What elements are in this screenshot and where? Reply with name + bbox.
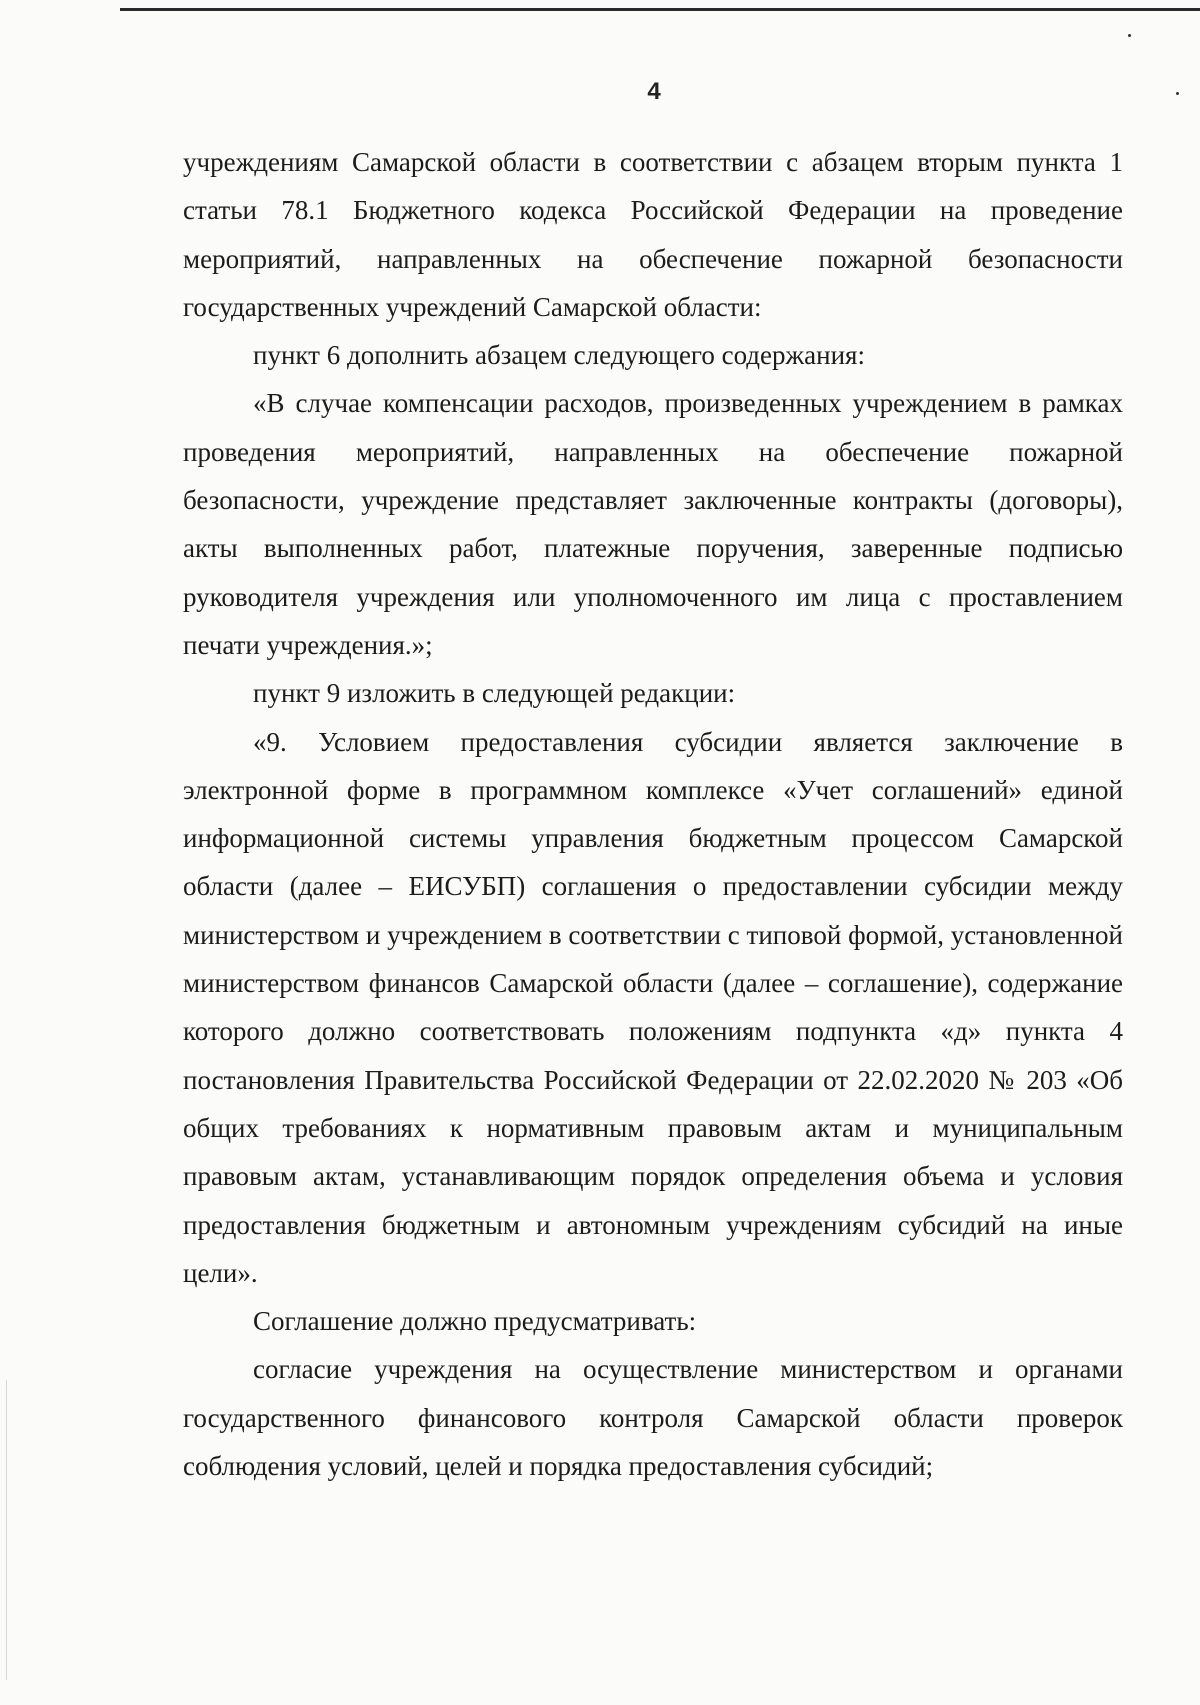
paragraph-5: «9. Условием предоставления субсидии является заключение в электронной форме в программном комплексе «Учет соглашений» единой информационной системы управления бюджетным процессом Самарской области (далее – ЕИСУБП) соглашения о предоставлении субсидии между министерством и учреждением в соответствии с типовой формой, установленной министерством финансов Самарской области (далее – соглашение), содержание которого должно соответствовать положениям подпункта «д» пункта 4 постановления Правительства Российской Федерации от 22.02.2020 № 203 «Об общих требованиях к нормативным правовым актам и муниципальным правовым актам, устанавливающим порядок определения объема и условия предоставления бюджетным и автономным учреждениям субсидий на иные цели». bbox=[183, 726, 1123, 1288]
paragraph-7: согласие учреждения на осуществление министерством и органами государственного финансового контроля Самарской области проверок соблюдения условий, целей и порядка предоставления субсидий; bbox=[183, 1354, 1123, 1482]
paragraph-6: Соглашение должно предусматривать: bbox=[253, 1306, 697, 1337]
paragraph-1: учреждениям Самарской области в соответствии с абзацем вторым пункта 1 статьи 78.1 Бюджетного кодекса Российской Федерации на проведение мероприятий, направленных на обеспечение пожарной безопасности государственных учреждений Самарской области: bbox=[183, 147, 1123, 322]
paragraph-4: пункт 9 изложить в следующей редакции: bbox=[253, 678, 736, 709]
document-text bbox=[183, 138, 1123, 1490]
scan-edge-top bbox=[120, 8, 1200, 11]
scan-speck bbox=[1128, 34, 1131, 37]
paragraph-2: пункт 6 дополнить абзацем следующего содержания: bbox=[253, 340, 865, 371]
paragraph-3: «В случае компенсации расходов, произведенных учреждением в рамках проведения мероприятий, направленных на обеспечение пожарной безопасности, учреждение представляет заключенные контракты (договоры), акты выполненных работ, платежные поручения, заверенные подписью руководителя учреждения или уполномоченного им лица с проставлением печати учреждения.»; bbox=[183, 388, 1123, 660]
scan-edge-left bbox=[6, 1380, 7, 1680]
page-number: 4 bbox=[647, 78, 661, 105]
